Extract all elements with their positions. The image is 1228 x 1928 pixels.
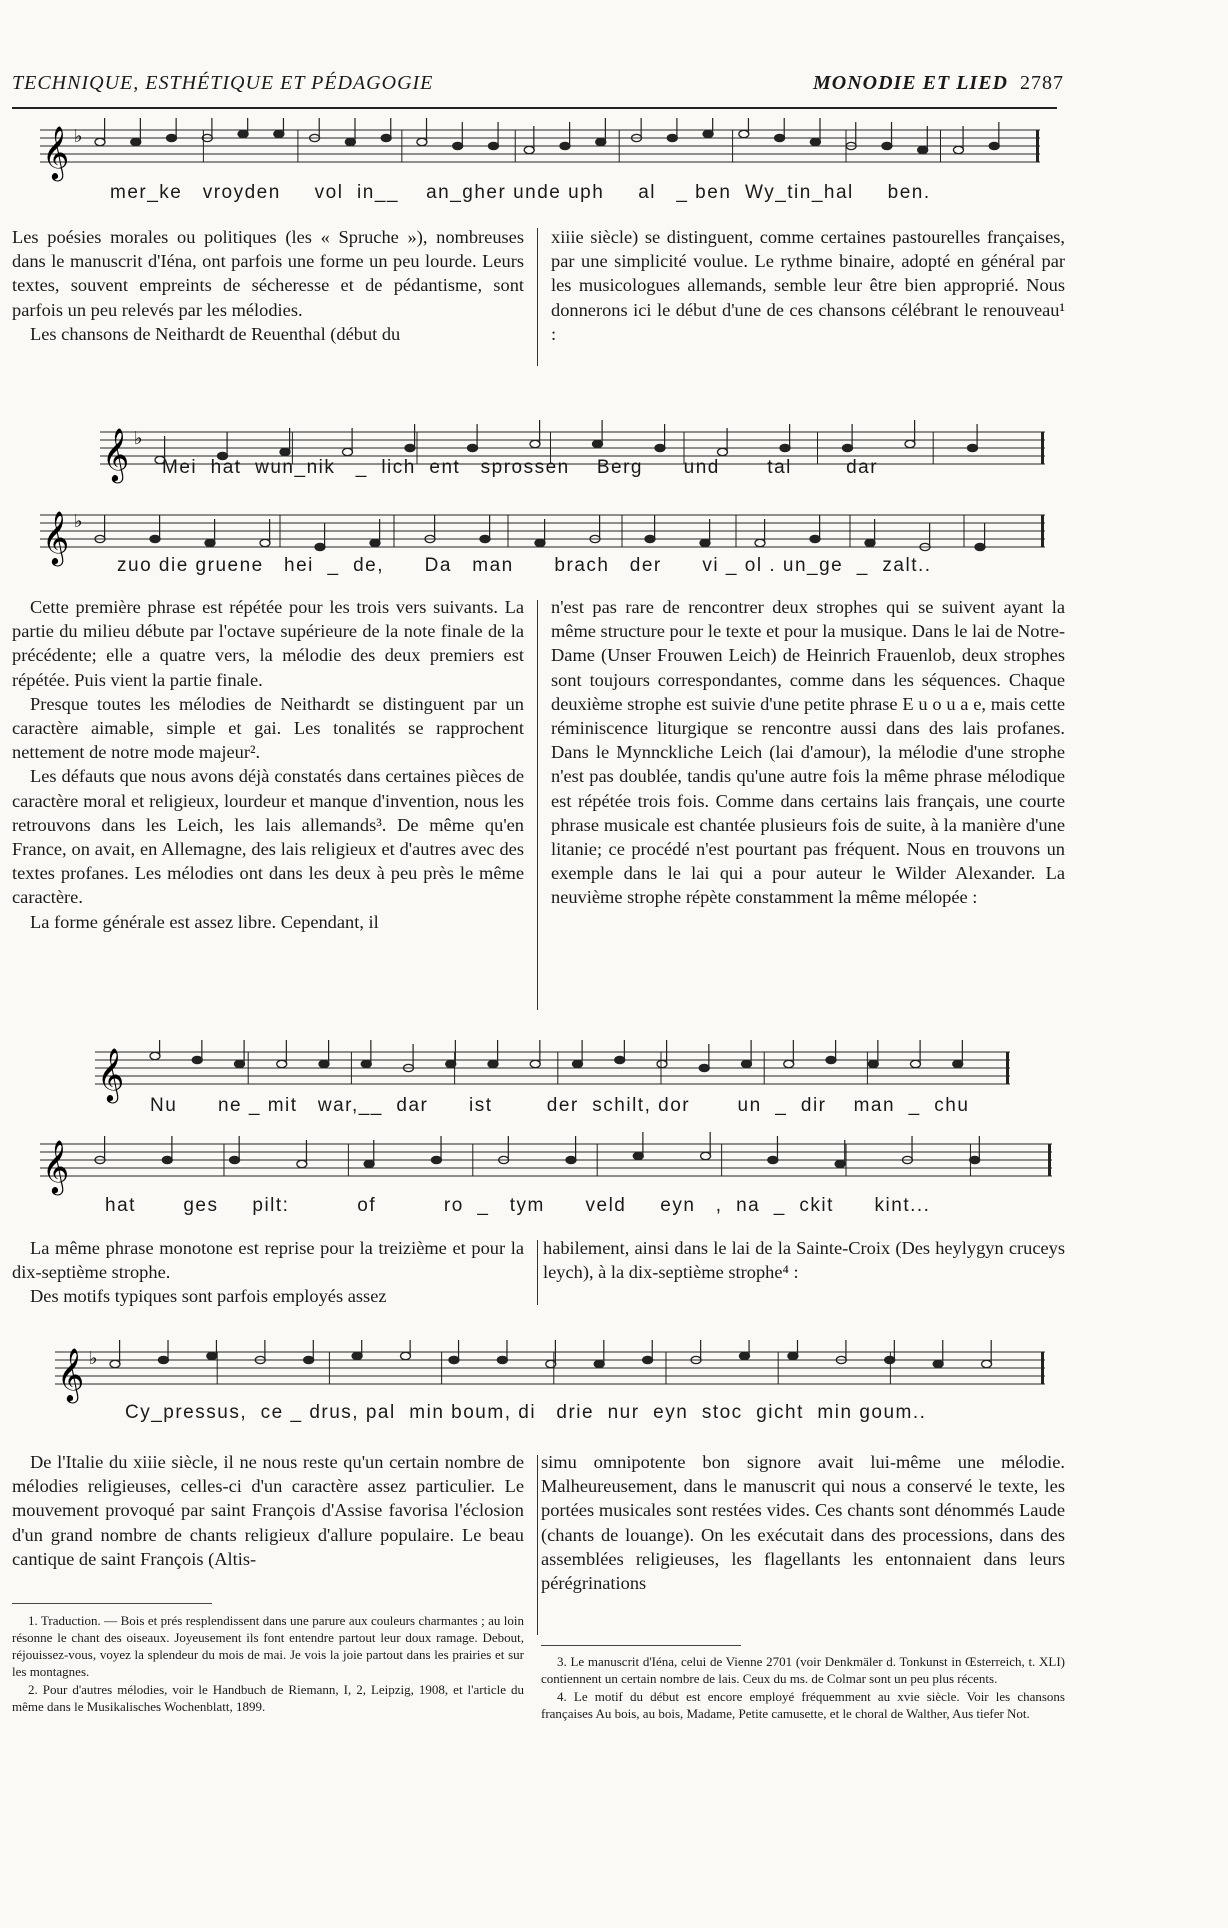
header-left: TECHNIQUE, ESTHÉTIQUE ET PÉDAGOGIE: [12, 72, 434, 94]
note-head: [274, 130, 284, 137]
note-head: [826, 1056, 836, 1063]
note-head: [488, 1060, 498, 1067]
note-head: [238, 130, 248, 137]
note-head: [405, 444, 415, 451]
note-head: [703, 130, 713, 137]
note-head: [560, 142, 570, 149]
note-head: [645, 535, 655, 542]
paragraph: xiiie siècle) se distinguent, comme certaines pastourelles françaises, par une simplicité voulue. Le rythme binaire, adopté en général par les musicologues allemands, semble leur être bien approprié. Nous donnerons ici le début d'une de ces chansons célébrant le renouveau¹ :: [551, 227, 1065, 344]
note-head: [468, 444, 478, 451]
note-head: [911, 1060, 921, 1067]
note-head: [480, 535, 490, 542]
music-staff-6: [55, 1340, 1045, 1406]
footnote: 3. Le manuscrit d'Iéna, celui de Vienne 2701 (voir Denkmäler d. Tonkunst in Œsterreich, t. XLI) contiennent un certain nombre de lais. Ceux du ms. de Colmar sont un peu plus récents.: [541, 1654, 1065, 1686]
final-bar: [1041, 432, 1044, 464]
note-head: [345, 138, 355, 145]
note-head: [865, 539, 875, 546]
final-bar: [1041, 1352, 1044, 1384]
note-head: [431, 1156, 441, 1163]
note-head: [643, 1356, 653, 1363]
note-head: [882, 142, 892, 149]
note-head: [535, 539, 545, 546]
note-head: [657, 1060, 667, 1067]
running-header: [12, 72, 1064, 102]
paragraph: n'est pas rare de rencontrer deux strophes qui se suivent ayant la même structure pour le texte et pour la musique. Dans le lai de Notre-Dame (Unser Frouwen Leich) de Heinrich Frauenlob, deux strophes sont toujours correspondantes, comme dans les séquences. Chaque deuxième strophe est suivie d'une petite phrase E u o u a e, mais cette réminiscence liturgique se rencontre aussi dans des lais profanes. Dans le Mynnckliche Leich (lai d'amour), la mélodie d'une strophe n'est pas doublée, tandis qu'une autre fois la même phrase mélodique est répétée trois fois. Comme dans certains lais français, une courte phrase musicale est chantée plusieurs fois de suite, à la manière d'une litanie; ce procédé n'est pourtant pas fréquent. Nous en trouvons un exemple dans le lai qui a pour auteur le Wilder Alexander. La neuvième strophe répète constamment la même mélopée :: [551, 597, 1065, 908]
note-head: [497, 1356, 507, 1363]
final-bar: [1041, 515, 1044, 547]
note-head: [260, 539, 270, 546]
note-head: [953, 146, 963, 153]
note-head: [319, 1060, 329, 1067]
note-head: [755, 539, 765, 546]
column-2b: [551, 595, 1065, 910]
column-divider: [537, 1240, 538, 1305]
column-4b: [541, 1450, 1065, 1595]
note-head: [780, 444, 790, 451]
note-head: [843, 444, 853, 451]
note-head: [162, 1156, 172, 1163]
note-head: [573, 1060, 583, 1067]
paragraph: La même phrase monotone est reprise pour la treizième et pour la dix-septième strophe.: [12, 1238, 524, 1283]
note-head: [364, 1160, 374, 1167]
note-head: [449, 1356, 459, 1363]
flat-icon: ♭: [74, 511, 83, 531]
note-head: [905, 440, 915, 447]
flat-icon: ♭: [74, 126, 83, 146]
note-head: [150, 535, 160, 542]
column-divider: [537, 600, 538, 1010]
footnote-rule: [12, 1603, 212, 1604]
paragraph: Presque toutes les mélodies de Neithardt se distinguent par un caractère aimable, simple et gai. Les tonalités se rapprochent nettement de notre mode majeur².: [12, 693, 524, 763]
lyrics-4: Nu ne _ mit war,__ dar ist der schilt, dor un _ dir man _ chu: [150, 1095, 970, 1116]
note-head: [835, 1160, 845, 1167]
final-bar: [1048, 1144, 1051, 1176]
lyrics-2: Mei hat wun_nik _ lich ent sprossen Berg und tal dar: [162, 457, 879, 478]
treble-clef-icon: 𝄞: [42, 1139, 70, 1193]
note-head: [207, 1352, 217, 1359]
paragraph: De l'Italie du xiiie siècle, il ne nous reste qu'un certain nombre de mélodies religieuses, celles-ci d'un caractère assez particulier. Le mouvement provoqué par saint François d'Assise favorisa l'éclosion d'un grand nombre de chants religieux d'allure populaire. Le beau cantique de saint François (Altis-: [12, 1452, 524, 1569]
paragraph: Cette première phrase est répétée pour les trois vers suivants. La partie du milieu débute par l'octave supérieure de la note finale de la précédente; elle a quatre vers, la mélodie des deux premiers est répétée. Puis vient la partie finale.: [12, 597, 524, 690]
column-2a: [12, 595, 524, 934]
paragraph: Les poésies morales ou politiques (les « Spruche »), nombreuses dans le manuscrit d'Iéna, ont parfois une forme un peu lourde. Leurs textes, souvent empreints de sécheresse et de pédantisme, sont parfois un peu relevés par les mélodies.: [12, 227, 524, 320]
note-head: [297, 1160, 307, 1167]
column-divider: [537, 228, 538, 366]
note-head: [230, 1156, 240, 1163]
note-head: [701, 1152, 711, 1159]
note-head: [975, 543, 985, 550]
note-head: [742, 1060, 752, 1067]
treble-clef-icon: 𝄞: [57, 1347, 85, 1401]
note-head: [810, 535, 820, 542]
note-head: [280, 448, 290, 455]
music-staff-1: [40, 118, 1040, 184]
note-head: [775, 134, 785, 141]
note-head: [953, 1060, 963, 1067]
note-head: [343, 448, 353, 455]
note-head: [918, 146, 928, 153]
note-head: [594, 1360, 604, 1367]
paragraph: Les défauts que nous avons déjà constatés dans certaines pièces de caractère moral et religieux, lourdeur et manque d'invention, nous les retrouvons dans les Leich, les lais allemands³. De même qu'en France, on avait, en Allemagne, des lais religieux et d'autres avec des textes profanes. Les mélodies ont dans les deux à peu près le même caractère.: [12, 766, 524, 908]
note-head: [131, 138, 141, 145]
paragraph: La forme générale est assez libre. Cependant, il: [30, 911, 379, 932]
note-head: [700, 539, 710, 546]
lyrics-5: hat ges pilt: of ro _ tym veld eyn , na _ ckit kint...: [105, 1195, 931, 1216]
note-head: [699, 1064, 709, 1071]
note-head: [370, 539, 380, 546]
final-bar: [1006, 1052, 1009, 1084]
note-head: [192, 1056, 202, 1063]
note-head: [566, 1156, 576, 1163]
paragraph: Des motifs typiques sont parfois employés assez: [30, 1286, 387, 1307]
footnotes-right: [541, 1653, 1065, 1723]
note-head: [970, 1156, 980, 1163]
footnote: 4. Le motif du début est encore employé fréquemment au xvie siècle. Voir les chansons françaises Au bois, au bois, Madame, Petite camusette, et le choral de Walther, Aus tiefer Not.: [541, 1689, 1065, 1721]
treble-clef-icon: 𝄞: [42, 510, 70, 564]
treble-clef-icon: 𝄞: [42, 125, 70, 179]
header-rule: [12, 107, 1057, 109]
note-head: [989, 142, 999, 149]
paragraph: habilement, ainsi dans le lai de la Sainte-Croix (Des heylygyn cruceys leych), à la dix-septième strophe⁴ :: [543, 1238, 1065, 1283]
note-head: [615, 1056, 625, 1063]
note-head: [110, 1360, 120, 1367]
staff-svg: [55, 1340, 1045, 1406]
note-head: [361, 1060, 371, 1067]
column-1a: [12, 225, 524, 346]
column-4a: [12, 1450, 524, 1571]
note-head: [417, 138, 427, 145]
note-head: [524, 146, 534, 153]
note-head: [593, 440, 603, 447]
note-head: [315, 543, 325, 550]
note-head: [739, 1352, 749, 1359]
note-head: [277, 1060, 287, 1067]
note-head: [381, 134, 391, 141]
note-head: [488, 142, 498, 149]
note-head: [158, 1356, 168, 1363]
lyrics-6: Cy_pressus, ce _ drus, pal min boum, di drie nur eyn stoc gicht min goum..: [125, 1402, 927, 1423]
note-head: [788, 1352, 798, 1359]
note-head: [633, 1152, 643, 1159]
note-head: [885, 1356, 895, 1363]
note-head: [667, 134, 677, 141]
treble-clef-icon: 𝄞: [102, 427, 130, 481]
treble-clef-icon: 𝄞: [97, 1047, 125, 1101]
staff-svg: [40, 118, 1040, 184]
note-head: [530, 1060, 540, 1067]
flat-icon: ♭: [89, 1348, 98, 1368]
page-number: 2787: [1020, 72, 1064, 94]
note-head: [453, 142, 463, 149]
music-staff-5: [40, 1132, 1052, 1198]
note-head: [167, 134, 177, 141]
final-bar: [1036, 130, 1039, 162]
note-head: [352, 1352, 362, 1359]
lyrics-3: zuo die gruene hei _ de, Da man brach der vi _ ol . un_ge _ zalt..: [117, 555, 932, 576]
footnote-rule: [541, 1645, 741, 1646]
footnote: 1. Traduction. — Bois et prés resplendissent dans une parure aux couleurs charmantes ; au loin résonne le chant des oiseaux. Joyeusement ils font entendre partout leur doux ramage. Debout, réjouissez-vous, voyez la splendeur du mois de mai. Je vois la joie partout dans les prairies et sur les montagnes.: [12, 1613, 524, 1679]
staff-svg: [40, 1132, 1052, 1198]
note-head: [205, 539, 215, 546]
header-right: [813, 72, 1064, 95]
note-head: [768, 1156, 778, 1163]
note-head: [982, 1360, 992, 1367]
note-head: [95, 138, 105, 145]
note-head: [868, 1060, 878, 1067]
note-head: [401, 1352, 411, 1359]
note-head: [655, 444, 665, 451]
paragraph: simu omnipotente bon signore avait lui-même une mélodie. Malheureusement, dans le manuscrit qui nous a conservé le texte, les portées musicales sont restées vides. Ces chants sont dénommés Laude (chants de louange). On les exécutait dans des processions, dans des assemblées religieuses, les flagellants les entonnaient dans leurs pérégrinations: [541, 1452, 1065, 1594]
note-head: [596, 138, 606, 145]
footnotes-left: [12, 1612, 524, 1716]
column-3a: [12, 1236, 524, 1309]
header-title: MONODIE ET LIED: [812, 72, 1008, 94]
note-head: [784, 1060, 794, 1067]
column-3b: [543, 1236, 1065, 1284]
note-head: [150, 1052, 160, 1059]
footnote: 2. Pour d'autres mélodies, voir le Handbuch de Riemann, I, 2, Leipzig, 1908, et l'article du même dans le Musikalisches Wochenblatt, 1899.: [12, 1682, 524, 1714]
note-head: [933, 1360, 943, 1367]
note-head: [810, 138, 820, 145]
note-head: [968, 444, 978, 451]
note-head: [530, 440, 540, 447]
lyrics-1: mer_ke vroyden vol in__ an_gher unde uph al _ ben Wy_tin_hal ben.: [110, 182, 931, 203]
flat-icon: ♭: [134, 428, 143, 448]
note-head: [235, 1060, 245, 1067]
column-divider: [537, 1455, 538, 1635]
paragraph: Les chansons de Neithardt de Reuenthal (début du: [30, 323, 401, 344]
column-1b: [551, 225, 1065, 346]
note-head: [304, 1356, 314, 1363]
note-head: [739, 130, 749, 137]
note-head: [718, 448, 728, 455]
